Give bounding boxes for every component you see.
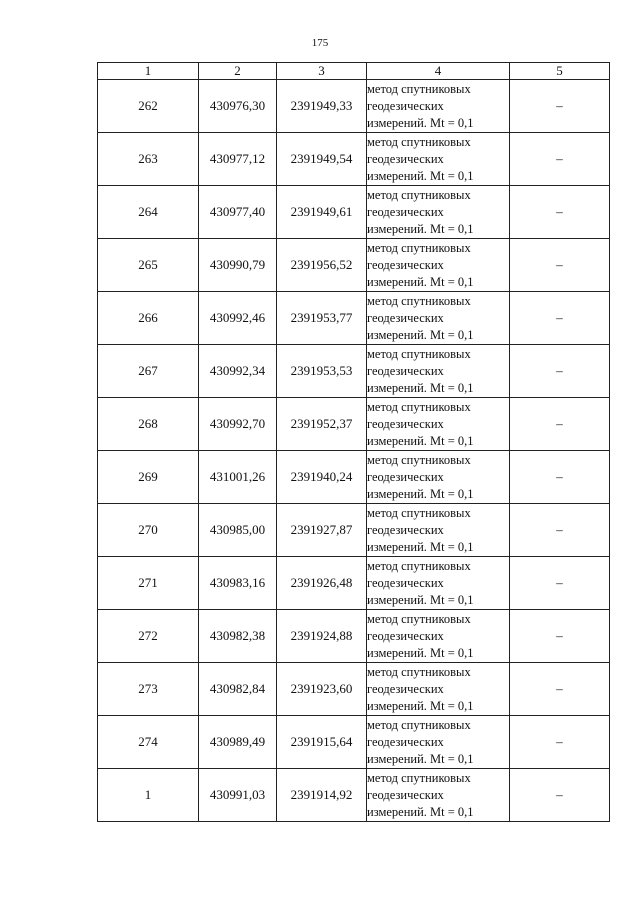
point-number-cell: 274 <box>98 716 199 769</box>
description-cell: – <box>510 133 610 186</box>
y-coordinate-cell: 2391926,48 <box>277 557 367 610</box>
x-coordinate-cell: 430989,49 <box>199 716 277 769</box>
table-row <box>98 557 610 610</box>
column-header-2: 2 <box>199 63 277 80</box>
method-line: метод спутниковых <box>367 399 471 414</box>
column-header-4: 4 <box>367 63 510 80</box>
method-line: геодезических <box>367 151 444 166</box>
x-coordinate-cell: 430983,16 <box>199 557 277 610</box>
description-cell: – <box>510 80 610 133</box>
description-cell: – <box>510 186 610 239</box>
x-coordinate-cell: 430985,00 <box>199 504 277 557</box>
method-line: метод спутниковых <box>367 664 471 679</box>
method-line: измерений. Mt = 0,1 <box>367 168 474 183</box>
method-cell <box>367 345 510 398</box>
method-line: измерений. Mt = 0,1 <box>367 115 474 130</box>
method-line: геодезических <box>367 787 444 802</box>
y-coordinate-cell: 2391956,52 <box>277 239 367 292</box>
method-cell <box>367 292 510 345</box>
y-coordinate-cell: 2391914,92 <box>277 769 367 822</box>
table-row <box>98 716 610 769</box>
method-line: метод спутниковых <box>367 293 471 308</box>
table-row <box>98 504 610 557</box>
x-coordinate-cell: 430992,34 <box>199 345 277 398</box>
method-line: метод спутниковых <box>367 81 471 96</box>
method-line: измерений. Mt = 0,1 <box>367 433 474 448</box>
method-line: измерений. Mt = 0,1 <box>367 751 474 766</box>
y-coordinate-cell: 2391953,53 <box>277 345 367 398</box>
method-cell <box>367 186 510 239</box>
method-cell <box>367 504 510 557</box>
description-cell: – <box>510 451 610 504</box>
point-number-cell: 268 <box>98 398 199 451</box>
point-number-cell: 273 <box>98 663 199 716</box>
description-cell: – <box>510 345 610 398</box>
y-coordinate-cell: 2391927,87 <box>277 504 367 557</box>
table-row <box>98 451 610 504</box>
method-cell <box>367 663 510 716</box>
method-line: измерений. Mt = 0,1 <box>367 486 474 501</box>
method-line: геодезических <box>367 204 444 219</box>
y-coordinate-cell: 2391940,24 <box>277 451 367 504</box>
method-cell <box>367 133 510 186</box>
description-cell: – <box>510 769 610 822</box>
method-line: геодезических <box>367 416 444 431</box>
method-line: измерений. Mt = 0,1 <box>367 380 474 395</box>
point-number-cell: 271 <box>98 557 199 610</box>
point-number-cell: 272 <box>98 610 199 663</box>
method-cell <box>367 769 510 822</box>
method-cell <box>367 451 510 504</box>
point-number-cell: 270 <box>98 504 199 557</box>
table-row <box>98 663 610 716</box>
x-coordinate-cell: 430991,03 <box>199 769 277 822</box>
method-line: измерений. Mt = 0,1 <box>367 274 474 289</box>
method-cell <box>367 398 510 451</box>
method-cell <box>367 557 510 610</box>
description-cell: – <box>510 716 610 769</box>
point-number-cell: 267 <box>98 345 199 398</box>
method-line: метод спутниковых <box>367 187 471 202</box>
y-coordinate-cell: 2391949,33 <box>277 80 367 133</box>
point-number-cell: 269 <box>98 451 199 504</box>
method-line: геодезических <box>367 257 444 272</box>
method-line: геодезических <box>367 628 444 643</box>
description-cell: – <box>510 610 610 663</box>
method-line: измерений. Mt = 0,1 <box>367 804 474 819</box>
description-cell: – <box>510 504 610 557</box>
method-line: метод спутниковых <box>367 558 471 573</box>
method-cell <box>367 716 510 769</box>
x-coordinate-cell: 430990,79 <box>199 239 277 292</box>
method-line: измерений. Mt = 0,1 <box>367 539 474 554</box>
description-cell: – <box>510 398 610 451</box>
method-cell <box>367 239 510 292</box>
method-line: метод спутниковых <box>367 452 471 467</box>
table-row <box>98 769 610 822</box>
y-coordinate-cell: 2391949,54 <box>277 133 367 186</box>
description-cell: – <box>510 239 610 292</box>
page-number: 175 <box>311 37 329 49</box>
method-line: метод спутниковых <box>367 611 471 626</box>
x-coordinate-cell: 430977,40 <box>199 186 277 239</box>
table-row <box>98 292 610 345</box>
y-coordinate-cell: 2391923,60 <box>277 663 367 716</box>
y-coordinate-cell: 2391915,64 <box>277 716 367 769</box>
method-line: метод спутниковых <box>367 505 471 520</box>
point-number-cell: 262 <box>98 80 199 133</box>
column-header-1: 1 <box>98 63 199 80</box>
method-line: геодезических <box>367 98 444 113</box>
method-line: геодезических <box>367 681 444 696</box>
method-line: геодезических <box>367 522 444 537</box>
method-cell <box>367 610 510 663</box>
method-line: метод спутниковых <box>367 134 471 149</box>
method-line: геодезических <box>367 575 444 590</box>
y-coordinate-cell: 2391953,77 <box>277 292 367 345</box>
x-coordinate-cell: 430982,84 <box>199 663 277 716</box>
method-line: измерений. Mt = 0,1 <box>367 698 474 713</box>
description-cell: – <box>510 557 610 610</box>
method-line: геодезических <box>367 363 444 378</box>
y-coordinate-cell: 2391952,37 <box>277 398 367 451</box>
method-line: измерений. Mt = 0,1 <box>367 645 474 660</box>
y-coordinate-cell: 2391949,61 <box>277 186 367 239</box>
table-body <box>98 80 610 822</box>
method-line: метод спутниковых <box>367 240 471 255</box>
coordinates-table <box>97 62 610 822</box>
method-line: измерений. Mt = 0,1 <box>367 221 474 236</box>
method-line: геодезических <box>367 469 444 484</box>
point-number-cell: 1 <box>98 769 199 822</box>
method-line: метод спутниковых <box>367 717 471 732</box>
method-line: метод спутниковых <box>367 770 471 785</box>
x-coordinate-cell: 431001,26 <box>199 451 277 504</box>
x-coordinate-cell: 430992,70 <box>199 398 277 451</box>
column-header-3: 3 <box>277 63 367 80</box>
method-line: метод спутниковых <box>367 346 471 361</box>
point-number-cell: 263 <box>98 133 199 186</box>
table-row <box>98 398 610 451</box>
x-coordinate-cell: 430982,38 <box>199 610 277 663</box>
header-row <box>98 63 610 80</box>
column-header-5: 5 <box>510 63 610 80</box>
table-row <box>98 186 610 239</box>
method-line: измерений. Mt = 0,1 <box>367 592 474 607</box>
point-number-cell: 265 <box>98 239 199 292</box>
method-cell <box>367 80 510 133</box>
method-line: геодезических <box>367 734 444 749</box>
point-number-cell: 264 <box>98 186 199 239</box>
point-number-cell: 266 <box>98 292 199 345</box>
y-coordinate-cell: 2391924,88 <box>277 610 367 663</box>
x-coordinate-cell: 430992,46 <box>199 292 277 345</box>
x-coordinate-cell: 430976,30 <box>199 80 277 133</box>
table-row <box>98 80 610 133</box>
description-cell: – <box>510 663 610 716</box>
table-row <box>98 133 610 186</box>
description-cell: – <box>510 292 610 345</box>
table-row <box>98 610 610 663</box>
method-line: геодезических <box>367 310 444 325</box>
table-row <box>98 345 610 398</box>
table-header <box>98 63 610 80</box>
method-line: измерений. Mt = 0,1 <box>367 327 474 342</box>
table-row <box>98 239 610 292</box>
x-coordinate-cell: 430977,12 <box>199 133 277 186</box>
